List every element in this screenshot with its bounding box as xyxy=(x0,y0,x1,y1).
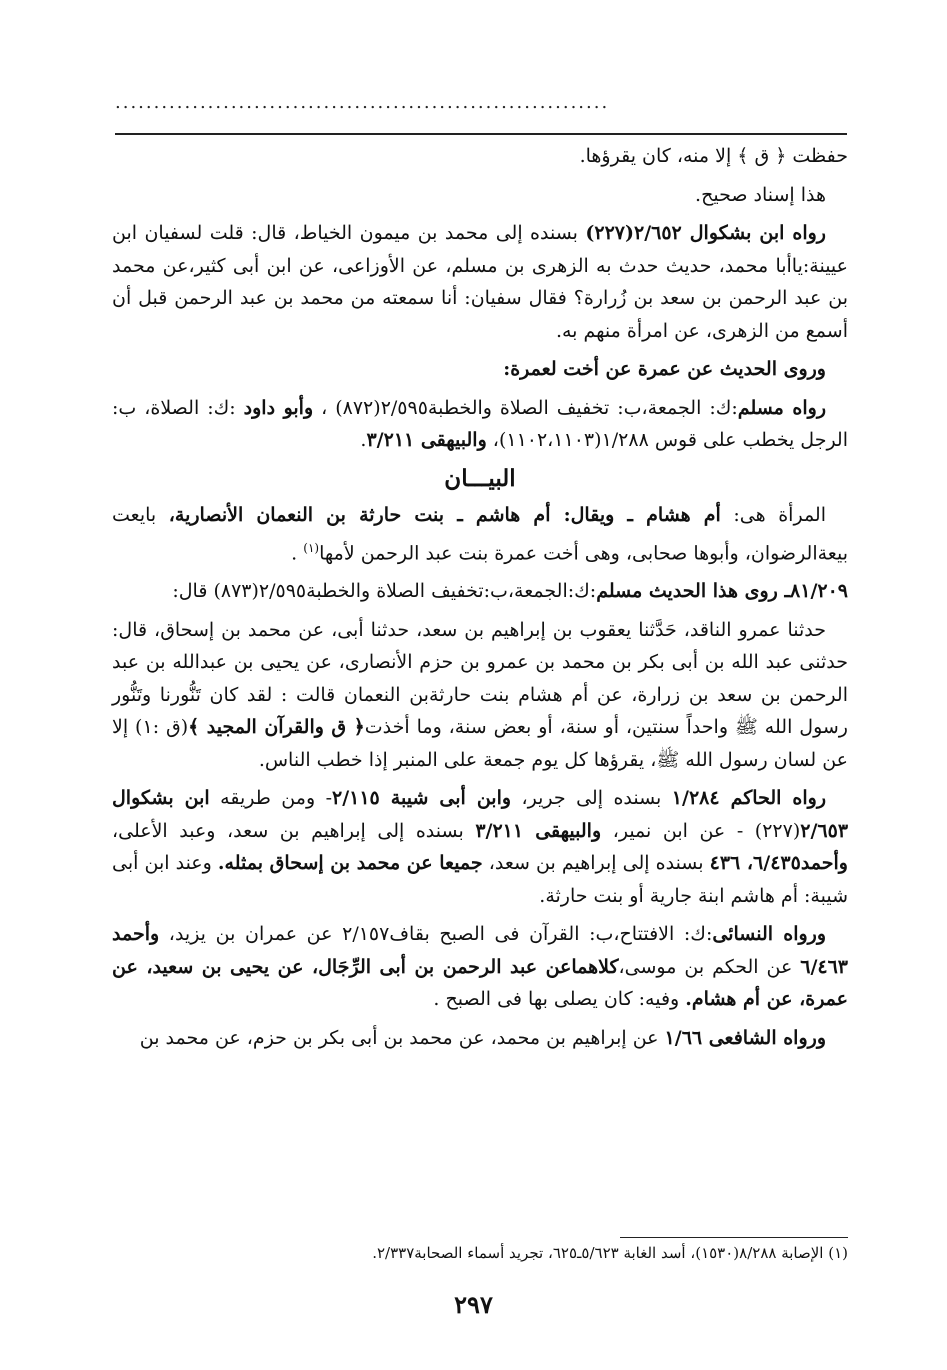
paragraph-4 xyxy=(112,353,848,386)
citation: رواه مسلم xyxy=(737,396,826,419)
text: وفيه: كان يصلى بها فى الصبح . xyxy=(433,988,686,1011)
citation: وأحمد ٦/٤٦٣ xyxy=(112,923,848,978)
text: :ك: الجمعة،ب: تخفيف الصلاة والخطبة٢/٥٩٥(٨٧٢) ، xyxy=(313,396,738,419)
paragraph-11 xyxy=(112,1022,848,1055)
citation: كلاهماعن عبد الرحمن بن أبى الرِّجَال، عن يحيى بن سعيد، عن عمرة، عن أم هشام. xyxy=(112,955,848,1011)
text: وعند ابن أبى شيبة: أم هاشم ابنة جارية أو بنت حارثة. xyxy=(112,852,848,907)
name: أم هشام ـ ويقال: أم هاشم ـ بنت حارثة بن النعمان الأنصارية، xyxy=(168,504,721,526)
text: حدثنا عمرو الناقد، حَدَّثنا يعقوب بن إبراهيم بن سعد، حدثنا أبى، عن محمد بن إسحاق، قال: حدثنى عبد الله بن أبى بكر بن محمد بن عمرو بن حزم الأنصارى، عن يحيى بن عبدالله بن عبد الرحمن بن سعد بن زرارة، عن أم هشام بنت حارثةبن النعمان قالت : لقد كان تَنُّورنا وتَنُّور رسول الله ﷺ واحداً سنتين، أو سنة، أو بعض سنة، وما أخذت xyxy=(112,618,848,739)
text: :ك: الصلاة، ب: الرجل يخطب على قوس ١/٢٨٨(١١٠٢،١١٠٣)، xyxy=(112,396,848,451)
text: :ك: الافتتاح،ب: القرآن فى الصبح بقاف٢/١٥٧ عن عمران بن يزيد، xyxy=(159,923,713,946)
paragraph-2 xyxy=(112,179,848,212)
text: (ق :١) إلا عن لسان رسول الله ﷺ، يقرؤها كل يوم جمعة على المنبر إذا خطب الناس. xyxy=(112,716,848,771)
text: بسنده إلى إبراهيم بن سعد، وعبد الأعلى، xyxy=(112,819,476,842)
paragraph-9 xyxy=(112,782,848,912)
header-rule xyxy=(115,133,847,135)
text: هذا إسناد صحيح. xyxy=(695,183,826,206)
text: (٢٢٧) - عن ابن نمير، xyxy=(601,819,801,842)
text: بسنده إلى محمد بن ميمون الخياط، قال: قلت لسفيان ابن عيينة:ياأبا محمد، حديث حدث به الزهرى بن مسلم، عن الأوزاعى، عن ابن أبى كثير،عن محمد بن عبد الرحمن بن سعد بن زُرارة؟ فقال سفيان: أنا سمعته من محمد بن عبد الرحمن قبل أن أسمع من الزهرى، عن امرأة منهم به. xyxy=(112,222,848,342)
footnote-rule xyxy=(620,1237,848,1238)
hadith-number: ٨١/٢٠٩ـ روى هذا الحديث مسلم xyxy=(596,580,848,603)
citation: جميعا عن محمد بن إسحاق بمثله. xyxy=(217,852,483,875)
paragraph-7 xyxy=(112,575,848,608)
footnote-ref[interactable]: (١) xyxy=(303,540,320,555)
paragraph-1 xyxy=(112,140,848,173)
citation: والبيهقى ٣/٢١١ xyxy=(366,429,487,451)
citation: وأبو داود xyxy=(243,396,314,419)
section-heading: البيـــان xyxy=(444,464,516,492)
text: بايعت بيعةالرضوان، وأبوها صحابى، وهى أخت عمرة بنت عبد الرحمن لأمها xyxy=(112,504,848,564)
page-number: ٢٩٧ xyxy=(454,1290,493,1319)
paragraph-8 xyxy=(112,614,848,777)
paragraph-3 xyxy=(112,217,848,347)
header-dotted-line: ................................................................ xyxy=(115,92,610,112)
citation: :ك:الجمعة،ب:تخفيف الصلاة والخطبة٢/٥٩٥(٨٧٣) قال: xyxy=(172,580,597,603)
text: المرأة هى: xyxy=(720,504,826,526)
page-body xyxy=(112,140,848,1060)
quran-quote: ﴿ ق والقرآن المجيد ﴾ xyxy=(188,716,365,739)
citation: ورواه النسائى xyxy=(712,923,826,946)
citation: ابن بشكوال ٢/٦٥٣ xyxy=(112,787,849,842)
citation: وأحمد٦/٤٣٥، ٤٣٦ xyxy=(709,852,848,875)
text: حفظت ﴿ ق ﴾ إلا منه، كان يقرؤها. xyxy=(579,145,848,167)
text: عن إبراهيم بن محمد، عن محمد بن أبى بكر بن حزم، عن محمد بن xyxy=(139,1026,665,1049)
citation: رواه ابن بشكوال ٢/٦٥٢(٢٢٧) xyxy=(585,222,826,244)
text: . xyxy=(360,429,367,451)
citation: وابن أبى شيبة ٢/١١٥ xyxy=(332,787,512,810)
citation: والبيهقى ٣/٢١١ xyxy=(475,819,602,842)
paragraph-6 xyxy=(112,499,848,569)
citation: رواه الحاكم ١/٢٨٤ xyxy=(671,787,827,810)
text: بسنده إلى جرير، xyxy=(511,787,672,810)
text: بسنده إلى إبراهيم بن سعد، xyxy=(482,852,710,875)
footnote: (١) الإصابة ٨/٢٨٨(١٥٣٠)، أسد الغابة ٥/٦٢٣ـ٦٢٥، تجريد أسماء الصحابة٢/٣٣٧. xyxy=(372,1244,848,1262)
text: عن الحكم بن موسى، xyxy=(618,955,801,978)
text: . xyxy=(291,541,304,564)
paragraph-10 xyxy=(112,918,848,1016)
citation: ورواه الشافعى ١/٦٦ xyxy=(664,1026,826,1049)
paragraph-5 xyxy=(112,392,848,457)
text: - ومن طريقه xyxy=(209,787,332,810)
subheading: وروى الحديث عن عمرة عن أخت لعمرة: xyxy=(503,358,826,380)
